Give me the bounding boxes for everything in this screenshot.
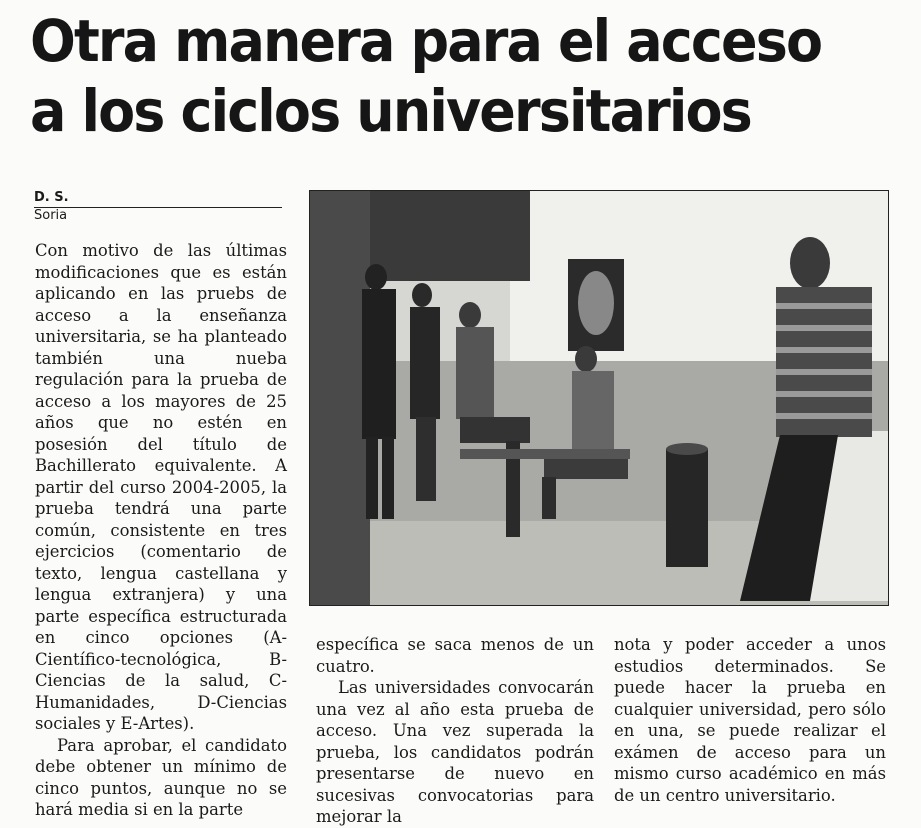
byline [34,190,282,224]
paragraph: Con motivo de las últimas modificaciones que es están aplicando en las pruebs de acceso a la enseñanza universitaria, se ha planteado también una nueba regulación para la prueba de acceso a los mayores de 25 años que no estén en posesión del título de Bachillerato equivalente. A partir del curso 2004-2005, la prueba tendrá una parte común, consistente en tres ejercicios (comentario de texto, lengua castellana y lengua extranjera) y una parte específica estructurada en cinco opciones (A-Científico-tecnológica, B-Ciencias de la salud, C-Humanidades, D-Ciencias sociales y E-Artes). [35,241,287,733]
byline-place: Soria [34,208,68,223]
article-column-3 [614,634,886,806]
article-column-1 [35,240,287,821]
byline-author: D. S. [34,190,282,208]
headline-line-1: Otra manera para el acceso [30,7,822,75]
headline-line-2: a los ciclos universitarios [30,77,751,145]
article-column-2 [316,634,594,828]
paragraph: específica se saca menos de un cuatro. [316,635,594,676]
paragraph: Las universidades convocarán una vez al año esta prueba de acceso. Una vez superada la prueba, los candidatos podrán presentarse de nuevo en sucesivas convocatorias para mejorar la [316,678,594,826]
paragraph: nota y poder acceder a unos estudios determinados. Se puede hacer la prueba en cualquier universidad, pero sólo en una, se puede realizar el exámen de acceso para un mismo curso académico en más de un centro universitario. [614,635,886,805]
headline [30,6,848,146]
paragraph: Para aprobar, el candidato debe obtener un mínimo de cinco puntos, aunque no se hará media si en la parte [35,735,287,819]
article-photo [309,190,889,606]
